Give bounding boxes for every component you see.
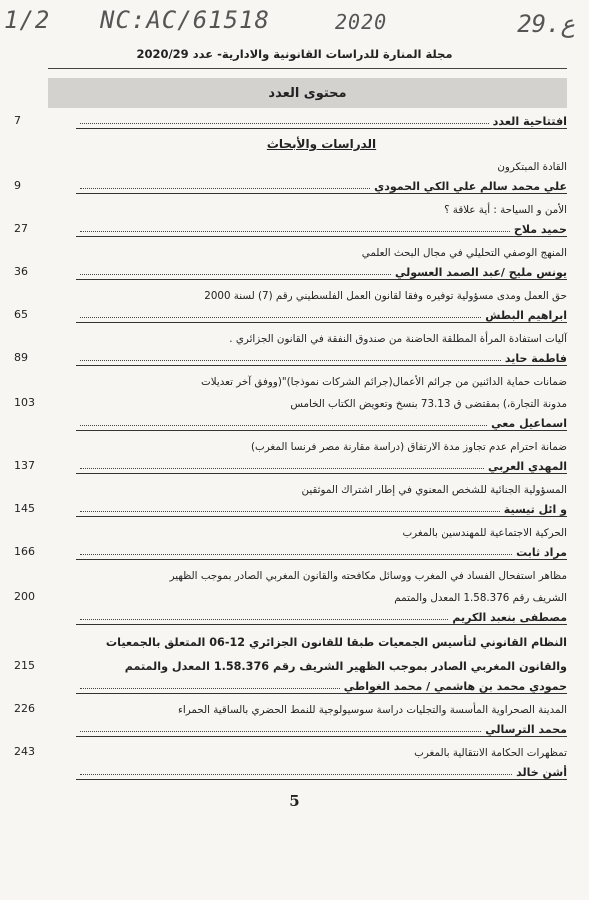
- toc-page-number: 27: [14, 222, 28, 235]
- toc-author-row: [14, 539, 567, 560]
- toc-title-row: [76, 560, 567, 582]
- toc-text: آليات استفادة المرأة المطلقة الحاضنة من صندوق النفقة في القانون الجزائري .: [229, 333, 567, 345]
- dot-leader: [80, 467, 484, 469]
- toc-author-row: [76, 410, 567, 431]
- toc-text: مصطفى بنعبد الكريم: [452, 611, 567, 624]
- toc-page-number: 36: [14, 265, 28, 278]
- toc-text: حق العمل ومدى مسؤولية توفيره وفقا لقانون العمل الفلسطيني رقم (7) لسنة 2000: [204, 290, 567, 302]
- toc-title-row: [14, 649, 567, 673]
- toc-page-number: 9: [14, 179, 21, 192]
- toc-text: ضمانات حماية الدائنين من جرائم الأعمال(جرائم الشركات نموذجا)"(ووفق آخر تعديلات: [201, 376, 567, 388]
- toc-text: النظام القانوني لتأسيس الجمعيات طبقا للقانون الجزائري 12-06 المتعلق بالجمعيات: [105, 636, 567, 649]
- toc-text: فاطمة حايد: [504, 352, 567, 365]
- toc-text: المهدي العربي: [487, 460, 567, 473]
- dot-leader: [80, 553, 512, 555]
- toc-text: علي محمد سالم علي الكي الحمودي: [374, 180, 567, 193]
- toc-author-row: [14, 216, 567, 237]
- toc-author-row: [14, 173, 567, 194]
- toc-title-row: [76, 431, 567, 453]
- toc-title-row: [14, 737, 567, 759]
- handwritten-year: 2020: [335, 10, 388, 34]
- toc-title-row: [14, 694, 567, 716]
- toc-title-row: [76, 517, 567, 539]
- toc-page-number: 7: [14, 114, 21, 127]
- dot-leader: [80, 730, 481, 732]
- toc-text: مظاهر استفحال الفساد في المغرب ووسائل مكافحته والقانون المغربي الصادر بموجب الظهير: [169, 570, 567, 582]
- toc-title-row: [14, 388, 567, 410]
- toc-author-row: [14, 345, 567, 366]
- toc-author-row: [76, 604, 567, 625]
- toc-author-row: [14, 302, 567, 323]
- handwritten-fraction: 1/2: [4, 6, 51, 34]
- toc-text: اسماعيل معي: [491, 417, 567, 430]
- dot-leader: [80, 687, 340, 689]
- toc-text: الشريف رقم 1.58.376 المعدل والمتمم: [394, 592, 567, 604]
- dot-leader: [80, 359, 501, 361]
- toc-text: القادة المبتكرون: [497, 161, 567, 173]
- toc-text: افتتاحية العدد: [492, 115, 567, 128]
- toc-title-row: [76, 625, 567, 649]
- toc-text: ضمانة احترام عدم تجاوز مدة الارتفاق (دراسة مقارنة مصر فرنسا المغرب): [251, 441, 567, 453]
- toc-text: الحركية الاجتماعية للمهندسين بالمغرب: [402, 527, 567, 539]
- toc-author-row: [14, 496, 567, 517]
- toc-text: الأمن و السياحة : أية علاقة ؟: [444, 204, 567, 216]
- dot-leader: [80, 187, 370, 189]
- handwritten-issue: 29.ع: [517, 10, 575, 38]
- toc-text: حمودي محمد بن هاشمي / محمد الغواطي: [343, 680, 567, 693]
- header-rule: [48, 68, 567, 69]
- toc-author-row: [14, 259, 567, 280]
- toc-text: يونس مليح /عبد الصمد العسولي: [394, 266, 567, 279]
- toc-text: حميد ملاح: [513, 223, 567, 236]
- toc-page-number: 215: [14, 659, 35, 672]
- toc-text: الدراسات والأبحاث: [266, 137, 377, 151]
- toc-text: المنهج الوصفي التحليلي في مجال البحث العلمي: [361, 247, 567, 259]
- toc-author-row: [76, 716, 567, 737]
- toc-page-number: 226: [14, 702, 35, 715]
- section-title: محتوى العدد: [268, 85, 347, 101]
- dot-leader: [80, 316, 481, 318]
- section-title-band: [48, 78, 567, 108]
- toc-text: تمظهرات الحكامة الانتقالية بالمغرب: [414, 747, 567, 759]
- toc-title-row: [76, 194, 567, 216]
- toc-title-row: [14, 582, 567, 604]
- toc-text: و ائل تيسية: [503, 503, 567, 516]
- toc-text: ابراهيم البطش: [485, 309, 567, 322]
- toc-page-number: 89: [14, 351, 28, 364]
- toc-text: مدونة التجارة،) بمقتضى ق 73.13 بنسخ وتعويض الكتاب الخامس: [290, 398, 567, 410]
- toc-author-row: [14, 110, 567, 129]
- toc-page-number: 103: [14, 396, 35, 409]
- journal-header: مجلة المنارة للدراسات القانونية والادارية- عدد 2020/29: [136, 47, 453, 61]
- toc-title-row: [76, 237, 567, 259]
- toc-title-row: [76, 366, 567, 388]
- toc-text: المسؤولية الجنائية للشخص المعنوي في إطار اشتراك الموثقين: [301, 484, 567, 496]
- dot-leader: [80, 273, 391, 275]
- page-number: 5: [289, 792, 300, 810]
- toc-title-row: [76, 280, 567, 302]
- toc-page-number: 200: [14, 590, 35, 603]
- toc-title-row: [76, 151, 567, 173]
- toc-text: مراد ثابت: [516, 546, 567, 559]
- toc-author-row: [14, 453, 567, 474]
- dot-leader: [80, 122, 489, 124]
- toc-page-number: 243: [14, 745, 35, 758]
- toc-author-row: [76, 673, 567, 694]
- toc-title-row: [76, 323, 567, 345]
- table-of-contents: [14, 110, 567, 780]
- toc-page-number: 137: [14, 459, 35, 472]
- toc-text: محمد الترسالي: [485, 723, 567, 736]
- toc-page-number: 166: [14, 545, 35, 558]
- dot-leader: [80, 424, 487, 426]
- toc-title-row: [76, 474, 567, 496]
- toc-text: المدينة الصحراوية المأسسة والتجليات دراسة سوسيولوجية للنمط الحضري بالساقية الحمراء: [178, 704, 567, 716]
- toc-text: أشن خالد: [516, 766, 567, 779]
- dot-leader: [80, 773, 512, 775]
- dot-leader: [80, 230, 510, 232]
- handwritten-call-number: NC:AC/61518: [100, 6, 270, 34]
- toc-author-row: [76, 759, 567, 780]
- toc-text: والقانون المغربي الصادر بموجب الظهير الشريف رقم 1.58.376 المعدل والمتمم: [124, 660, 567, 673]
- toc-page-number: 145: [14, 502, 35, 515]
- dot-leader: [80, 618, 448, 620]
- toc-section-heading: [76, 129, 567, 151]
- toc-page-number: 65: [14, 308, 28, 321]
- dot-leader: [80, 510, 500, 512]
